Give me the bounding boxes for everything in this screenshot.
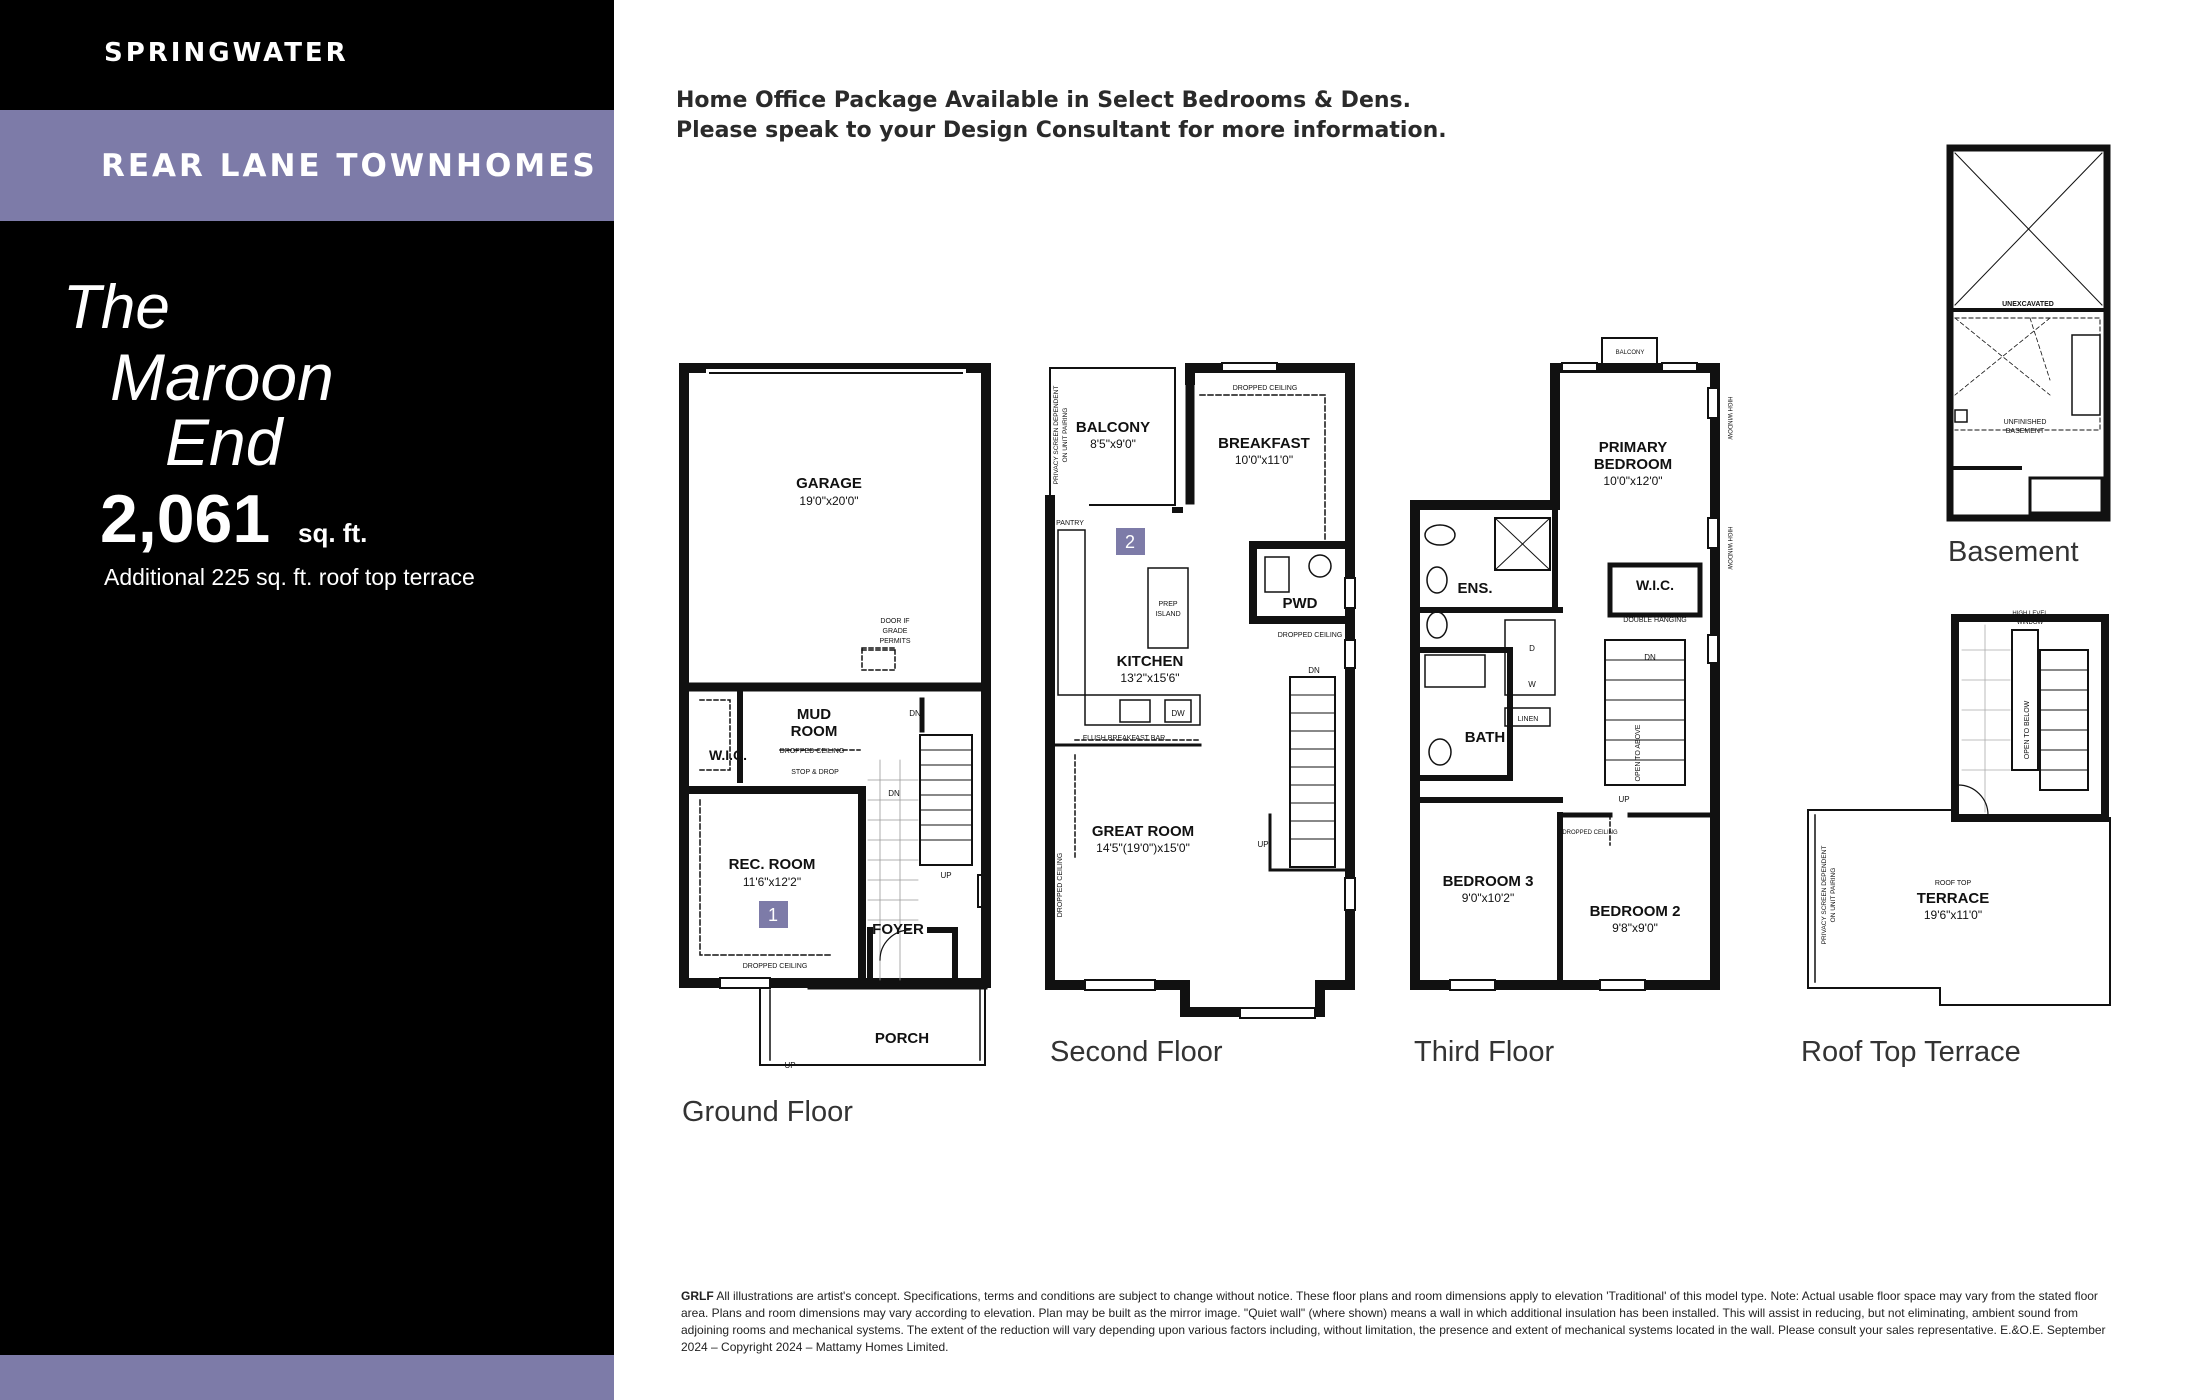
label-ground-dn-2: DN xyxy=(888,789,900,798)
label-pantry: PANTRY xyxy=(1056,520,1084,527)
label-dw: DW xyxy=(1171,709,1185,718)
area-value: 2,061 xyxy=(100,481,271,557)
marker-1-label: 1 xyxy=(767,905,779,925)
label-ground-wic: W.I.C. xyxy=(708,747,748,763)
ground-floor-label: Ground Floor xyxy=(682,1096,853,1128)
label-bedroom-3: BEDROOM 3 xyxy=(1442,873,1534,890)
label-porch: PORCH xyxy=(874,1030,930,1047)
label-double-hanging: DOUBLE HANGING xyxy=(1623,617,1687,624)
label-unexcavated: UNEXCAVATED xyxy=(2002,301,2054,308)
label-rec-dropped-ceiling: DROPPED CEILING xyxy=(742,963,808,970)
label-ens: ENS. xyxy=(1457,580,1493,597)
label-pwd-dropped: DROPPED CEILING xyxy=(1277,632,1343,639)
second-floor-plan xyxy=(1050,363,1355,1018)
label-third-up: UP xyxy=(1618,795,1630,804)
collection-name: REAR LANE TOWNHOMES xyxy=(101,148,598,184)
label-unfinished-basement: UNFINISHED xyxy=(2003,419,2047,426)
notice-line-1: Home Office Package Available in Select Bedrooms & Dens. xyxy=(676,88,1411,113)
label-balcony-dim: 8'5"x9'0" xyxy=(1090,437,1136,451)
label-terrace-privacy-2: ON UNIT PAIRING xyxy=(1830,867,1837,923)
basement-plan xyxy=(1950,148,2107,518)
label-privacy-screen-2: ON UNIT PAIRING xyxy=(1062,407,1069,463)
label-terrace-privacy: PRIVACY SCREEN DEPENDENT xyxy=(1821,845,1828,945)
marker-2 xyxy=(1116,528,1145,555)
label-door-grade: DOOR IF xyxy=(880,618,910,625)
marker-2-label: 2 xyxy=(1124,532,1136,552)
label-balcony: BALCONY xyxy=(1075,419,1151,436)
label-second-dn: DN xyxy=(1308,666,1320,675)
model-name-line3: End xyxy=(165,405,283,479)
label-primary-dim: 10'0"x12'0" xyxy=(1603,474,1663,488)
label-foyer: FOYER xyxy=(872,921,924,938)
label-third-wic: W.I.C. xyxy=(1635,577,1675,593)
label-door-grade-3: PERMITS xyxy=(879,638,911,645)
model-name-line2: Maroon xyxy=(110,340,334,414)
label-flush-bar: FLUSH BREAKFAST BAR xyxy=(1082,735,1166,742)
model-name-line1: The xyxy=(63,273,170,342)
marker-1 xyxy=(759,901,788,928)
label-stop-drop: STOP & DROP xyxy=(791,769,839,776)
area-unit: sq. ft. xyxy=(298,518,368,548)
label-high-level-window: HIGH LEVEL xyxy=(2012,611,2048,617)
disclaimer-text: All illustrations are artist's concept. Specifications, terms and conditions are subject to change without notice. These floor plans and room dimensions apply to elevation 'Traditional' of this model type. Note: Actual usable floor space may vary from the stated floor area. Plans and room dimensions may vary according to elevation. Plan may be built as the mirror image. "Quiet wall" (where shown) means a wall in which additional insulation has been installed. This will assist in reducing, but not eliminating, ambient sound from adjoining rooms and mechanical systems. The extent of the reduction will vary depending upon various factors including, without limitation, the presence and extent of mechanical systems located in the wall. Please consult your sales representative. E.&O.E. September 2024 – Copyright 2024 – Mattamy Homes Limited. xyxy=(681,1289,2106,1354)
label-garage: GARAGE xyxy=(796,475,862,492)
label-prep-island: PREP xyxy=(1158,601,1178,608)
label-kitchen: KITCHEN xyxy=(1116,653,1184,670)
label-breakfast-dropped: DROPPED CEILING xyxy=(1232,385,1298,392)
label-open-to-above: OPEN TO ABOVE xyxy=(1635,724,1642,782)
label-breakfast: BREAKFAST xyxy=(1218,435,1310,452)
label-bedroom-3-dim: 9'0"x10'2" xyxy=(1461,891,1515,905)
additional-area: Additional 225 sq. ft. roof top terrace xyxy=(104,564,475,590)
label-garage-dim: 19'0"x20'0" xyxy=(799,494,859,508)
label-roof-top: ROOF TOP xyxy=(1934,880,1972,887)
notice-line-2: Please speak to your Design Consultant for more information. xyxy=(676,118,1447,143)
label-high-window-1: HIGH WINDOW xyxy=(1726,396,1732,440)
label-unfinished-basement-2: BASEMENT xyxy=(2005,428,2045,435)
legal-disclaimer xyxy=(681,1288,2113,1356)
label-second-up: UP xyxy=(1257,840,1269,849)
label-breakfast-dim: 10'0"x11'0" xyxy=(1234,453,1294,467)
label-great-dropped: DROPPED CEILING xyxy=(1057,852,1064,918)
label-linen: LINEN xyxy=(1517,716,1539,723)
label-rec-room: REC. ROOM xyxy=(728,856,816,873)
community-name: SPRINGWATER xyxy=(104,38,349,68)
label-washer: W xyxy=(1528,680,1536,689)
label-ground-dropped-ceiling: DROPPED CEILING xyxy=(779,748,845,755)
third-floor-label: Third Floor xyxy=(1414,1036,1555,1068)
roof-terrace-label: Roof Top Terrace xyxy=(1801,1036,2021,1068)
disclaimer-code: GRLF xyxy=(681,1289,714,1303)
ground-stairs xyxy=(920,750,972,840)
label-third-balcony: BALCONY xyxy=(1615,350,1645,356)
label-kitchen-dim: 13'2"x15'6" xyxy=(1120,671,1180,685)
label-privacy-screen: PRIVACY SCREEN DEPENDENT xyxy=(1053,385,1060,485)
ground-outer-wall xyxy=(684,368,986,983)
label-high-window-2: HIGH WINDOW xyxy=(1726,526,1732,570)
label-ground-dn: DN xyxy=(909,709,921,718)
roof-plan xyxy=(1808,618,2110,1005)
label-bedroom-2: BEDROOM 2 xyxy=(1589,903,1681,920)
third-floor-plan xyxy=(1415,338,1718,990)
label-third-dropped: DROPPED CEILING xyxy=(1562,830,1618,836)
label-bath: BATH xyxy=(1464,729,1506,746)
label-primary-bedroom-2: BEDROOM xyxy=(1593,456,1673,473)
label-great-room: GREAT ROOM xyxy=(1091,823,1195,840)
second-floor-label: Second Floor xyxy=(1050,1036,1223,1068)
label-great-room-dim: 14'5"(19'0")x15'0" xyxy=(1096,841,1190,855)
label-pwd: PWD xyxy=(1282,595,1318,612)
label-door-grade-2: GRADE xyxy=(882,628,908,635)
label-third-dn: DN xyxy=(1644,653,1656,662)
label-ground-up: UP xyxy=(940,871,952,880)
label-open-to-below: OPEN TO BELOW xyxy=(2024,700,2031,760)
label-mud-room-2: ROOM xyxy=(790,723,838,740)
label-bedroom-2-dim: 9'8"x9'0" xyxy=(1612,921,1658,935)
label-prep-island-2: ISLAND xyxy=(1155,611,1181,618)
label-porch-up: UP xyxy=(784,1061,796,1070)
label-rec-room-dim: 11'6"x12'2" xyxy=(742,875,802,889)
label-terrace-dim: 19'6"x11'0" xyxy=(1923,908,1983,922)
basement-label: Basement xyxy=(1948,536,2079,568)
label-high-level-window-2: WINDOW xyxy=(2016,620,2044,626)
label-dryer: D xyxy=(1529,644,1535,653)
label-primary-bedroom: PRIMARY xyxy=(1598,439,1668,456)
label-mud-room: MUD xyxy=(796,706,832,723)
ground-floor-plan xyxy=(684,368,988,1065)
label-terrace: TERRACE xyxy=(1916,890,1990,907)
